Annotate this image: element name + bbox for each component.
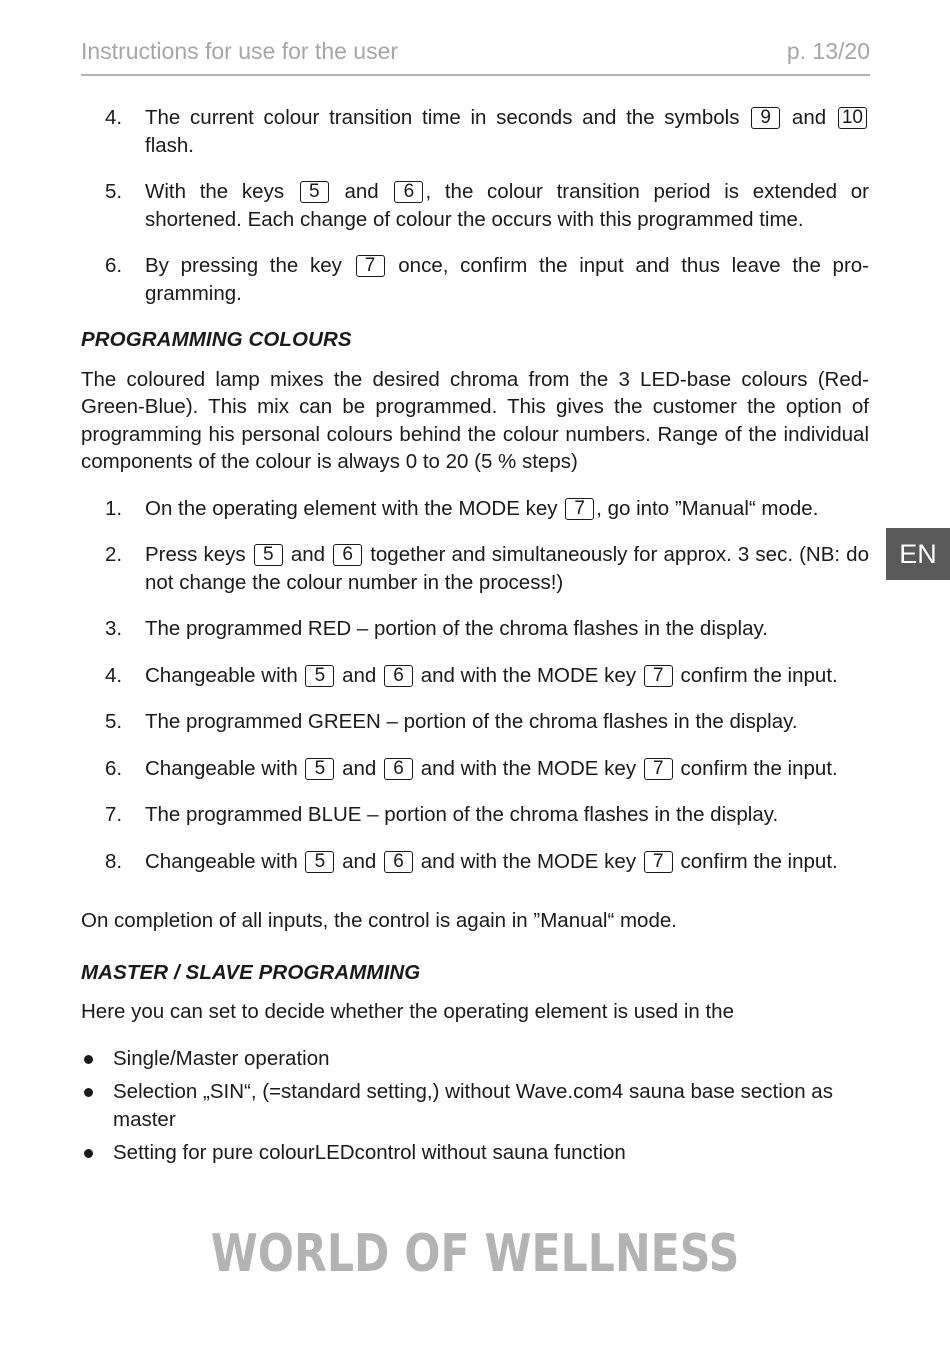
list-item: 5. The programmed GREEN – portion of the chroma flashes in the display.	[105, 710, 798, 733]
bullet-icon	[84, 1055, 93, 1064]
bullet-icon	[84, 1088, 93, 1097]
key-symbol: 5	[254, 544, 283, 566]
list-item: Selection „SIN“, (=standard setting,) without Wave.com4 sauna base section as master	[81, 1078, 869, 1133]
list-item: 7. The programmed BLUE – portion of the chroma flashes in the display.	[105, 803, 779, 826]
list-item: 4. The current colour transition time in seconds and the symbols 9 and 10 flash.	[81, 104, 869, 159]
key-symbol: 6	[384, 851, 413, 873]
list-item: 6. Changeable with 5 and 6 and with the MODE key 7 confirm the input.	[105, 756, 838, 780]
page-content	[81, 104, 869, 1173]
key-symbol: 7	[565, 498, 594, 520]
key-symbol: 6	[333, 544, 362, 566]
page-number: p. 13/20	[786, 38, 870, 64]
key-symbol: 5	[300, 181, 329, 203]
brand-footer: WORLD OF WELLNESS	[210, 1224, 740, 1284]
key-symbol: 6	[384, 665, 413, 687]
list-item: 8. Changeable with 5 and 6 and with the MODE key 7 confirm the input.	[105, 849, 838, 873]
key-symbol: 7	[644, 758, 673, 780]
section-intro: Here you can set to decide whether the operating element is used in the	[81, 1000, 734, 1023]
list-item: 5. With the keys 5 and 6 , the colour transition period is extended or shortened. Each change of colour the occurs with this programmed time.	[105, 180, 869, 231]
key-symbol: 9	[751, 107, 780, 129]
transition-steps-list	[81, 104, 869, 307]
mode-bullet-list	[81, 1045, 869, 1167]
list-item: 3. The programmed RED – portion of the chroma flashes in the display.	[105, 617, 768, 640]
document-title: Instructions for use for the user	[81, 38, 399, 64]
list-item: 4. Changeable with 5 and 6 and with the MODE key 7 confirm the input.	[105, 663, 838, 687]
key-symbol: 6	[394, 181, 423, 203]
completion-text: On completion of all inputs, the control is again in ”Manual“ mode.	[81, 909, 677, 932]
language-tab-en: EN	[886, 528, 950, 580]
bullet-icon	[84, 1149, 93, 1158]
key-symbol: 7	[644, 665, 673, 687]
colour-steps-list	[81, 495, 869, 876]
key-symbol: 7	[356, 255, 385, 277]
key-symbol: 5	[305, 851, 334, 873]
list-item: 2. Press keys 5 and 6 together and simultaneously for approx. 3 sec. (NB: do not change the colour number in the process!)	[105, 543, 869, 594]
key-symbol: 10	[838, 107, 867, 129]
list-item: Single/Master operation	[81, 1045, 869, 1073]
list-item: 6. By pressing the key 7 once, confirm the input and thus leave the pro-gramming.	[105, 254, 870, 305]
section-heading-programming-colours: PROGRAMMING COLOURS	[81, 328, 352, 351]
key-symbol: 5	[305, 758, 334, 780]
page-header	[81, 36, 870, 76]
section-paragraph: The coloured lamp mixes the desired chroma from the 3 LED-base colours (Red-Green-Blue). This mix can be programmed. This gives the customer the option of programming his personal colours behind the colour numbers. Range of the individual components of the colour is always 0 to 20 (5 % steps)	[81, 367, 869, 473]
key-symbol: 5	[305, 665, 334, 687]
key-symbol: 6	[384, 758, 413, 780]
list-item: 1. On the operating element with the MODE key 7 , go into ”Manual“ mode.	[105, 496, 819, 520]
list-item: Setting for pure colourLEDcontrol without sauna function	[81, 1139, 869, 1167]
key-symbol: 7	[644, 851, 673, 873]
section-heading-master-slave: MASTER / SLAVE PROGRAMMING	[81, 960, 421, 984]
